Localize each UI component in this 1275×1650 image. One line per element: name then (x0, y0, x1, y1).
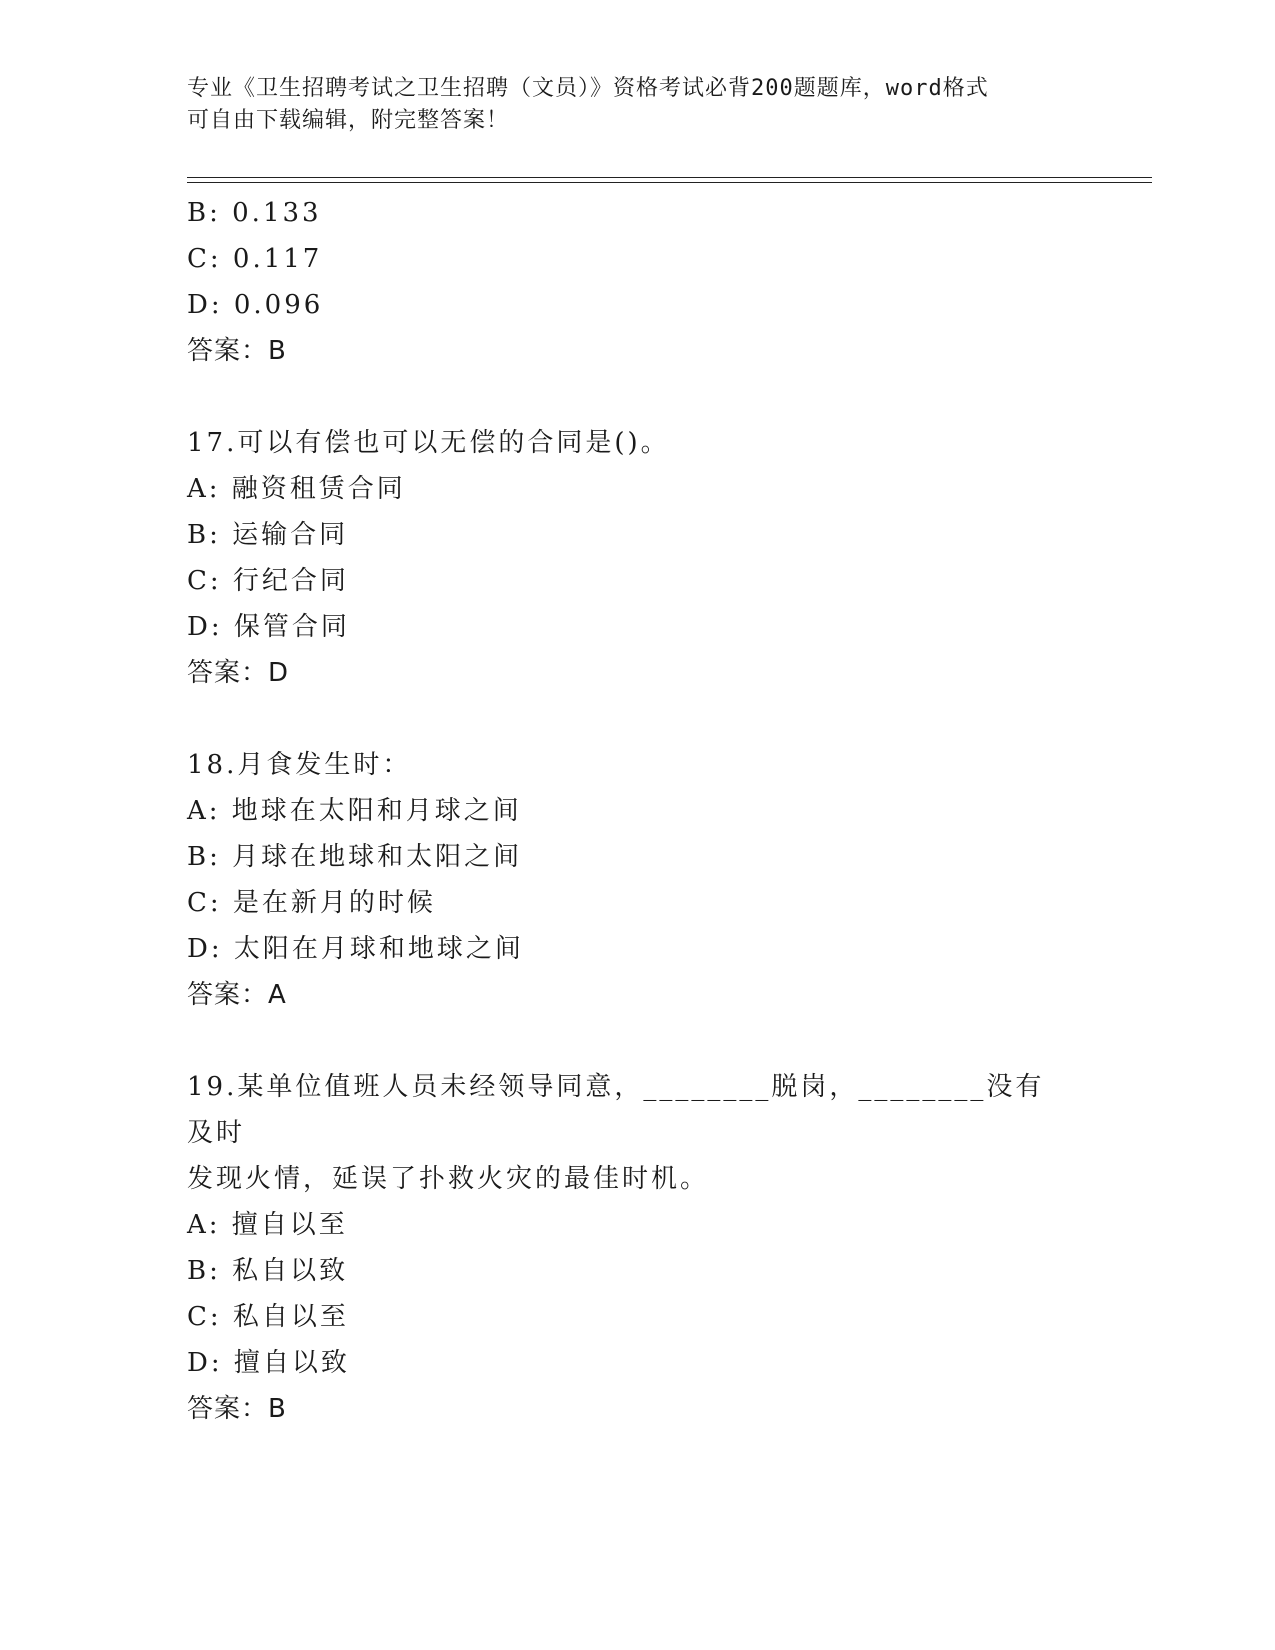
question-stem: 18.月食发生时： (187, 750, 412, 780)
option-b: B: 私自以致 (187, 1256, 349, 1286)
header-line-2: 可自由下载编辑，附完整答案！ (187, 108, 510, 133)
question-19 (187, 1064, 1152, 1432)
question-stem: 17.可以有偿也可以无偿的合同是()。 (187, 428, 670, 458)
spacer (187, 1018, 1152, 1064)
question-stem-line-2: 发现火情，延误了扑救火灾的最佳时机。 (187, 1164, 710, 1194)
question-list (187, 190, 1152, 1432)
option-d: D: 0.096 (187, 290, 324, 320)
answer: 答案：B (187, 1394, 287, 1424)
option-a: A: 融资租赁合同 (187, 474, 406, 504)
answer: 答案：A (187, 980, 287, 1010)
option-b: B: 运输合同 (187, 520, 349, 550)
header-divider-bottom (187, 182, 1152, 183)
header-divider-top (187, 177, 1152, 178)
question-16-partial (187, 190, 1152, 374)
option-c: C: 0.117 (187, 244, 323, 274)
option-a: A: 地球在太阳和月球之间 (187, 796, 522, 826)
option-d: D: 保管合同 (187, 612, 350, 642)
option-d: D: 擅自以致 (187, 1348, 350, 1378)
option-a: A: 擅自以至 (187, 1210, 348, 1240)
document-header (187, 73, 1087, 137)
option-c: C: 私自以至 (187, 1302, 349, 1332)
option-c: C: 是在新月的时候 (187, 888, 436, 918)
spacer (187, 696, 1152, 742)
option-b: B: 月球在地球和太阳之间 (187, 842, 523, 872)
option-d: D: 太阳在月球和地球之间 (187, 934, 524, 964)
answer: 答案：B (187, 336, 287, 366)
option-c: C: 行纪合同 (187, 566, 349, 596)
question-stem-line-1: 19.某单位值班人员未经领导同意，________脱岗，________没有及时 (187, 1072, 1045, 1148)
option-b: B: 0.133 (187, 198, 322, 228)
question-17 (187, 420, 1152, 696)
question-18 (187, 742, 1152, 1018)
answer: 答案：D (187, 658, 290, 688)
spacer (187, 374, 1152, 420)
header-line-1: 专业《卫生招聘考试之卫生招聘（文员）》资格考试必背200题题库，word格式 (187, 76, 989, 101)
